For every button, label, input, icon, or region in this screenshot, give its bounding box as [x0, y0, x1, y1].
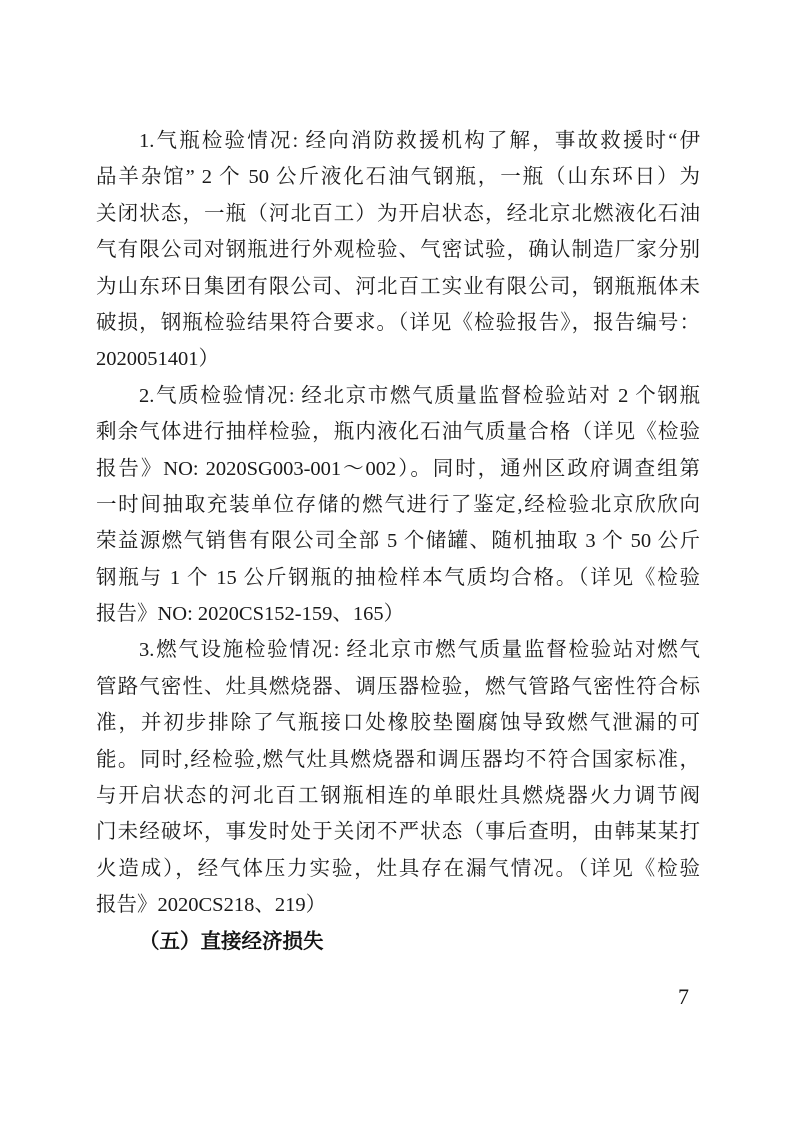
text-line: 2.气质检验情况: 经北京市燃气质量监督检验站对 2 个钢瓶	[139, 384, 700, 407]
page-number: 7	[678, 984, 689, 1009]
text-line: 关闭状态，一瓶（河北百工）为开启状态，经北京北燃液化石油	[96, 202, 700, 225]
text-line: 钢瓶与 1 个 15 公斤钢瓶的抽检样本气质均合格。（详见《检验	[96, 566, 700, 589]
paragraph	[96, 123, 700, 378]
text-line: 报告》NO: 2020SG003-001～002）。同时，通州区政府调查组第	[96, 457, 700, 480]
text-line: 报告》2020CS218、219）	[96, 894, 327, 917]
text-line: 火造成），经气体压力实验，灶具存在漏气情况。（详见《检验	[96, 857, 700, 880]
text-line: 与开启状态的河北百工钢瓶相连的单眼灶具燃烧器火力调节阀	[96, 785, 700, 808]
text-line: 3.燃气设施检验情况: 经北京市燃气质量监督检验站对燃气	[139, 639, 700, 662]
text-line: 2020051401）	[96, 348, 219, 371]
text-line: 气有限公司对钢瓶进行外观检验、气密试验，确认制造厂家分别	[96, 239, 700, 262]
text-line: 准，并初步排除了气瓶接口处橡胶垫圈腐蚀导致燃气泄漏的可	[96, 712, 700, 735]
text-line: 一时间抽取充装单位存储的燃气进行了鉴定,经检验北京欣欣向	[96, 493, 700, 516]
text-line: 能。同时,经检验,燃气灶具燃烧器和调压器均不符合国家标准，	[96, 748, 700, 771]
text-line: 门未经破坏，事发时处于关闭不严状态（事后查明，由韩某某打	[96, 821, 700, 844]
paragraph	[96, 378, 700, 633]
text-line: 1.气瓶检验情况: 经向消防救援机构了解，事故救援时“伊	[139, 130, 700, 152]
text-line: 荣益源燃气销售有限公司全部 5 个储罐、随机抽取 3 个 50 公斤	[96, 530, 700, 553]
text-line: 剩余气体进行抽样检验，瓶内液化石油气质量合格（详见《检验	[96, 421, 700, 444]
text-line: 破损，钢瓶检验结果符合要求。（详见《检验报告》，报告编号：	[96, 311, 700, 334]
document-body	[96, 123, 700, 960]
text-line: 报告》NO: 2020CS152-159、165）	[96, 603, 405, 626]
text-line: （五）直接经济损失	[139, 930, 324, 953]
text-line: 管路气密性、灶具燃烧器、调压器检验，燃气管路气密性符合标	[96, 675, 700, 698]
section-heading	[96, 924, 700, 960]
paragraph	[96, 632, 700, 923]
text-line: 为山东环日集团有限公司、河北百工实业有限公司，钢瓶瓶体未	[96, 275, 700, 298]
text-line: 品羊杂馆” 2 个 50 公斤液化石油气钢瓶，一瓶（山东环日）为	[96, 166, 700, 189]
